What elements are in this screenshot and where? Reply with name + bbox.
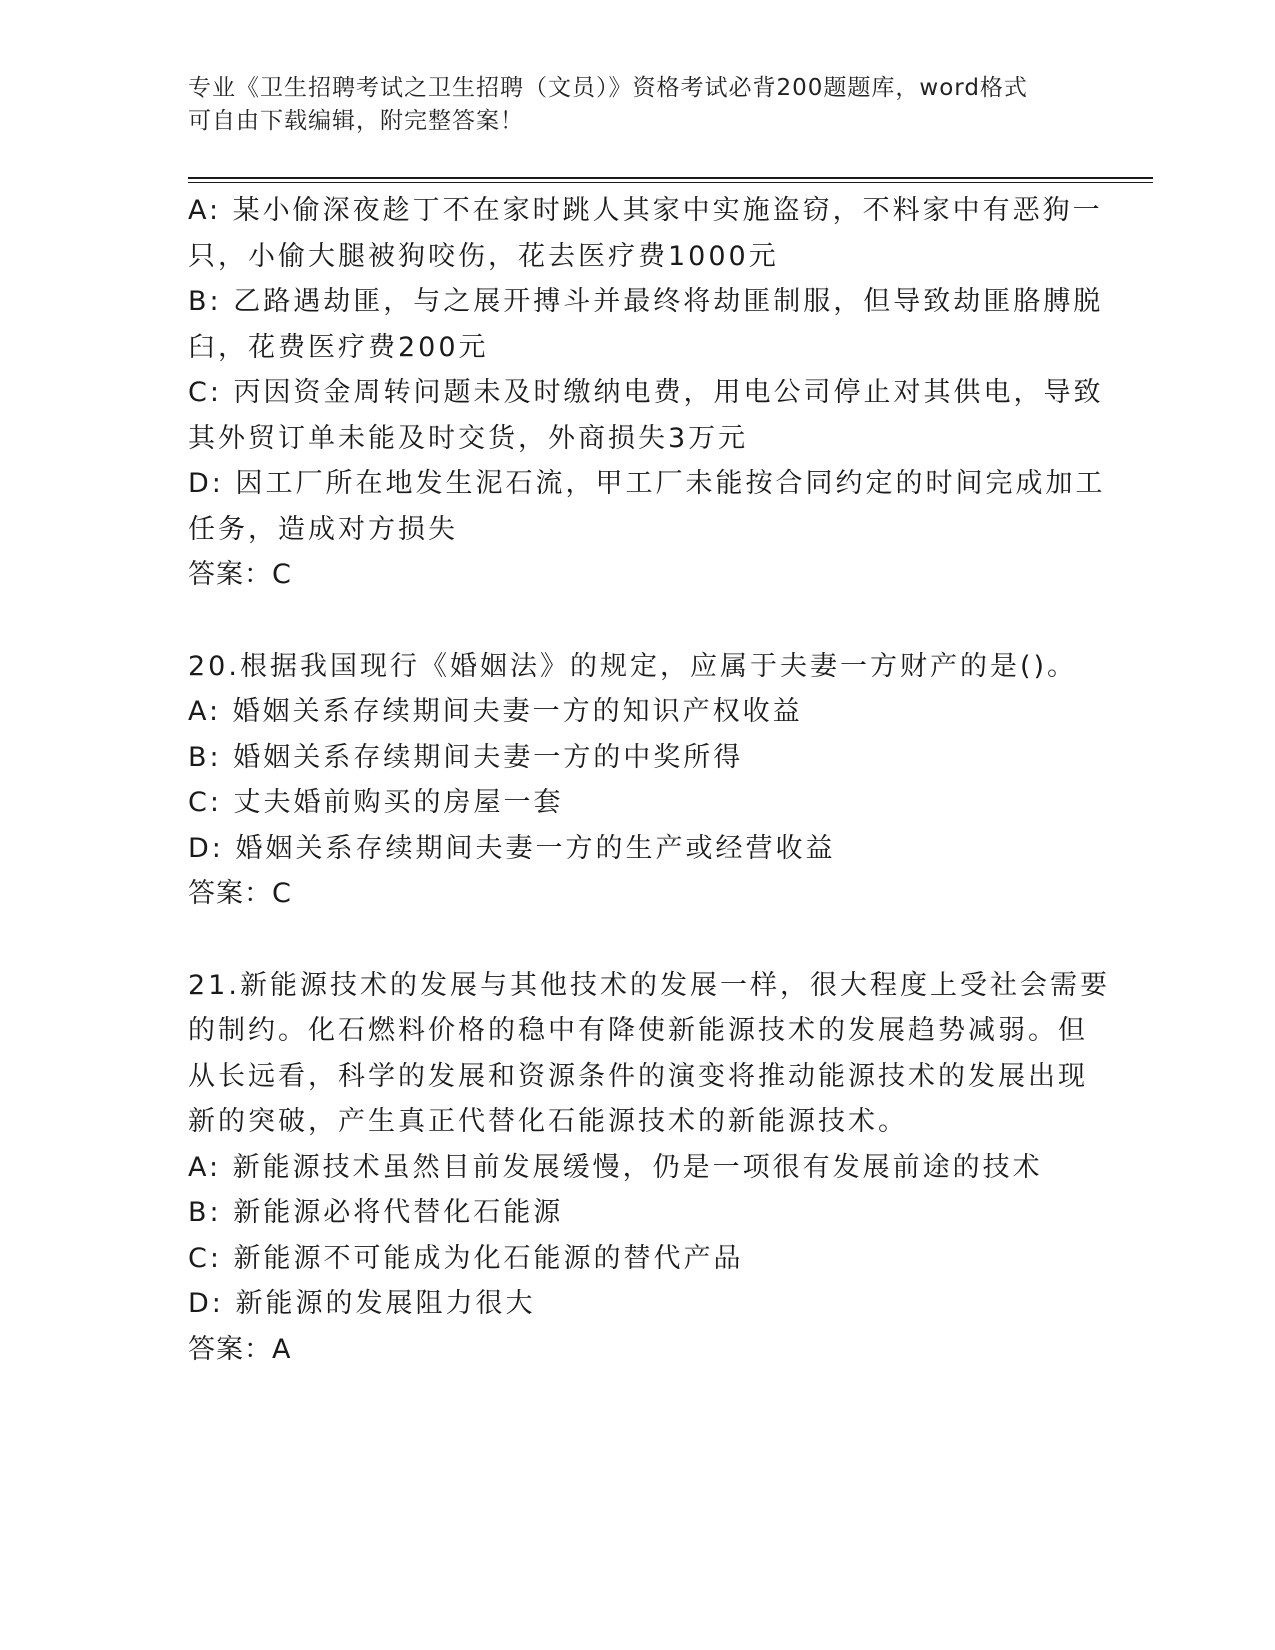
- option-text-line: C: 丙因资金周转问题未及时缴纳电费，用电公司停止对其供电，导致: [188, 377, 1104, 408]
- option-text-line: D: 因工厂所在地发生泥石流，甲工厂未能按合同约定的时间完成加工: [188, 468, 1106, 499]
- option-a: A: 新能源技术虽然目前发展缓慢，仍是一项很有发展前途的技术: [188, 1151, 1043, 1183]
- option-d: D: 婚姻关系存续期间夫妻一方的生产或经营收益: [188, 832, 836, 864]
- question-stem-line: 从长远看，科学的发展和资源条件的演变将推动能源技术的发展出现: [188, 1060, 1088, 1092]
- header-line-2: 可自由下载编辑，附完整答案！: [188, 108, 524, 134]
- option-b: [188, 279, 1104, 370]
- answer-label: 答案：C: [188, 878, 292, 909]
- question-21: [188, 963, 1110, 1373]
- question-stem-line: 21.新能源技术的发展与其他技术的发展一样，很大程度上受社会需要: [188, 969, 1110, 1001]
- question-stem-line: 新的突破，产生真正代替化石能源技术的新能源技术。: [188, 1106, 908, 1137]
- option-b: B: 新能源必将代替化石能源: [188, 1197, 564, 1228]
- header-line-1: 专业《卫生招聘考试之卫生招聘（文员）》资格考试必背200题题库，word格式: [188, 75, 1028, 101]
- question-stem: 20.根据我国现行《婚姻法》的规定，应属于夫妻一方财产的是()。: [188, 650, 1078, 682]
- question-stem-line: 的制约。化石燃料价格的稳中有降使新能源技术的发展趋势减弱。但: [188, 1015, 1088, 1046]
- question-20: [188, 644, 1078, 917]
- header-divider-thick: [188, 177, 1153, 179]
- option-text-line: 只，小偷大腿被狗咬伤，花去医疗费1000元: [188, 240, 779, 272]
- answer-label: 答案：C: [188, 559, 292, 590]
- option-d: [188, 461, 1106, 552]
- option-text-line: A: 某小偷深夜趁丁不在家时跳人其家中实施盗窃，不料家中有恶狗一: [188, 195, 1103, 226]
- option-c: C: 丈夫婚前购买的房屋一套: [188, 787, 564, 818]
- answer-label: 答案：A: [188, 1333, 292, 1365]
- option-text-line: 臼，花费医疗费200元: [188, 331, 489, 363]
- document-header: [188, 72, 1068, 138]
- option-a: [188, 188, 1103, 279]
- option-a: A: 婚姻关系存续期间夫妻一方的知识产权收益: [188, 696, 803, 727]
- option-c: [188, 370, 1104, 461]
- option-text-line: 其外贸订单未能及时交货，外商损失3万元: [188, 422, 749, 454]
- document-body: [188, 188, 1110, 1372]
- spacer: [188, 598, 1078, 644]
- option-b: B: 婚姻关系存续期间夫妻一方的中奖所得: [188, 741, 744, 773]
- question-19: [188, 188, 1106, 598]
- option-text-line: 任务，造成对方损失: [188, 513, 458, 545]
- option-d: D: 新能源的发展阻力很大: [188, 1288, 536, 1319]
- option-c: C: 新能源不可能成为化石能源的替代产品: [188, 1242, 744, 1274]
- spacer: [188, 917, 1078, 963]
- header-divider-thin: [188, 182, 1153, 183]
- option-text-line: B: 乙路遇劫匪，与之展开搏斗并最终将劫匪制服，但导致劫匪胳膊脱: [188, 286, 1104, 317]
